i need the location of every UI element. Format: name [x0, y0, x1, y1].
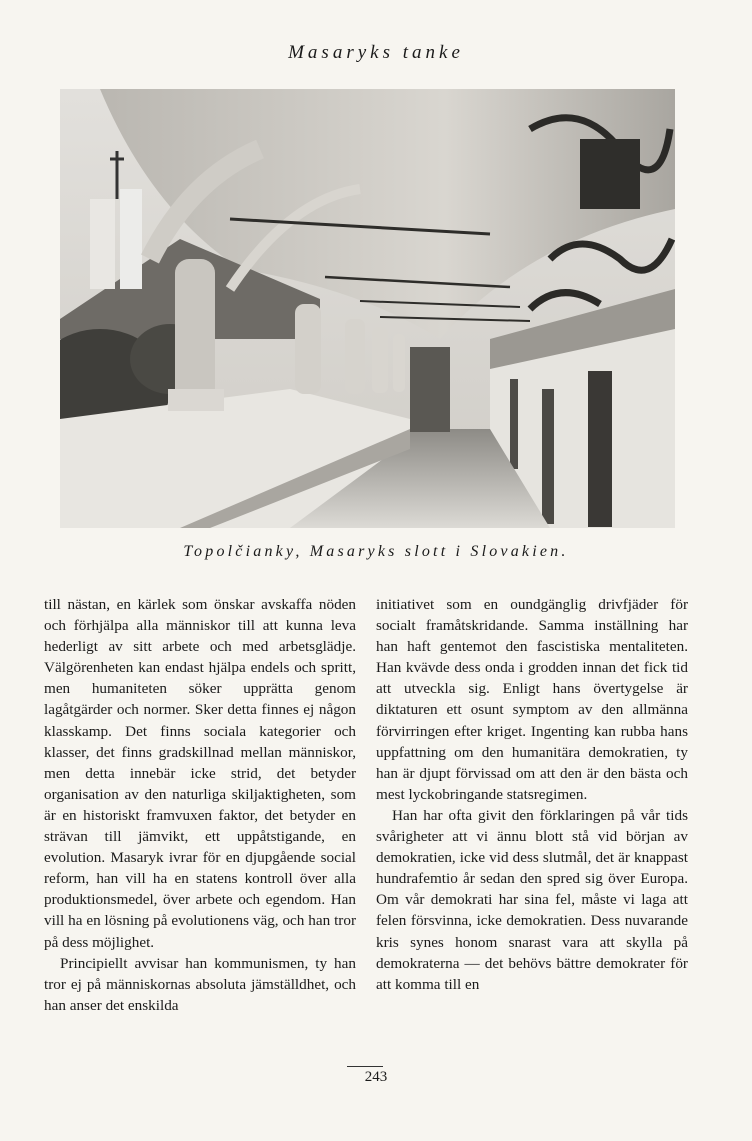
folio-rule [347, 1066, 383, 1067]
paragraph: initiativet som en oundgänglig drivfjäder för socialt framåtskridande. Samma inställning har han haft gentemot den fascistiska mentaliteten. Han kvävde dess onda i grodden innan det fick tid att utveckla sig. Enligt hans övertygelse är diktaturen ett osunt symptom av den allmänna förvirringen efter kriget. Ingenting kan rubba hans uppfattning om den humanitära demokratien, ty han är djupt förvissad om att den är den bästa och mest lyckobringande statsregimen. [376, 596, 688, 803]
arcade-photograph [60, 89, 675, 528]
arcade-photo-illustration [60, 89, 675, 528]
running-title: Masaryks tanke [288, 42, 464, 63]
text-column-left [44, 594, 356, 1016]
paragraph: Han har ofta givit den förklaringen på vår tids svårigheter att vi ännu blott stå vid början av demokratien, icke vid dess slutmål, det är knappast hundrafemtio år sedan den spred sig över Europa. Om vår demokrati har sina fel, måste vi laga att felen försvinna, icke demokratien. Dess nuvarande kris synes honom snarast vara att skylla på demokraterna — det behövs bättre demokrater för att komma till en [376, 806, 688, 993]
paragraph: Principiellt avvisar han kommunismen, ty han tror ej på människornas absoluta jämställdhet, och han anser det enskilda [44, 954, 356, 1014]
photo-caption: Topolčianky, Masaryks slott i Slovakien. [183, 543, 569, 560]
text-column-right [376, 594, 688, 995]
paragraph: till nästan, en kärlek som önskar avskaffa nöden och förhjälpa alla människor till att kunna leva hederligt av sitt arbete och med arbetsglädje. Välgörenheten kan endast hjälpa endels och spritt, men humaniteten söker upprätta genom lagåtgärder och normer. Sker detta finnes ej någon klasskamp. Det finns sociala kategorier och klasser, det finns gradskillnad mellan människor, men detta innebär icke strid, det betyder organisation av den naturliga skiljaktigheten, som är en historiskt framvuxen faktor, det betyder en strävan till jämvikt, ett uppåtstigande, en evolution. Masaryk ivrar för en djupgående social reform, han vill ha en statens kontroll över alla produktionsmedel, över arbete och egendom. Han vill ha en lösning på evolutionens väg, och han tror på dess möjlighet. [44, 596, 356, 951]
page-number: 243 [364, 1069, 388, 1085]
